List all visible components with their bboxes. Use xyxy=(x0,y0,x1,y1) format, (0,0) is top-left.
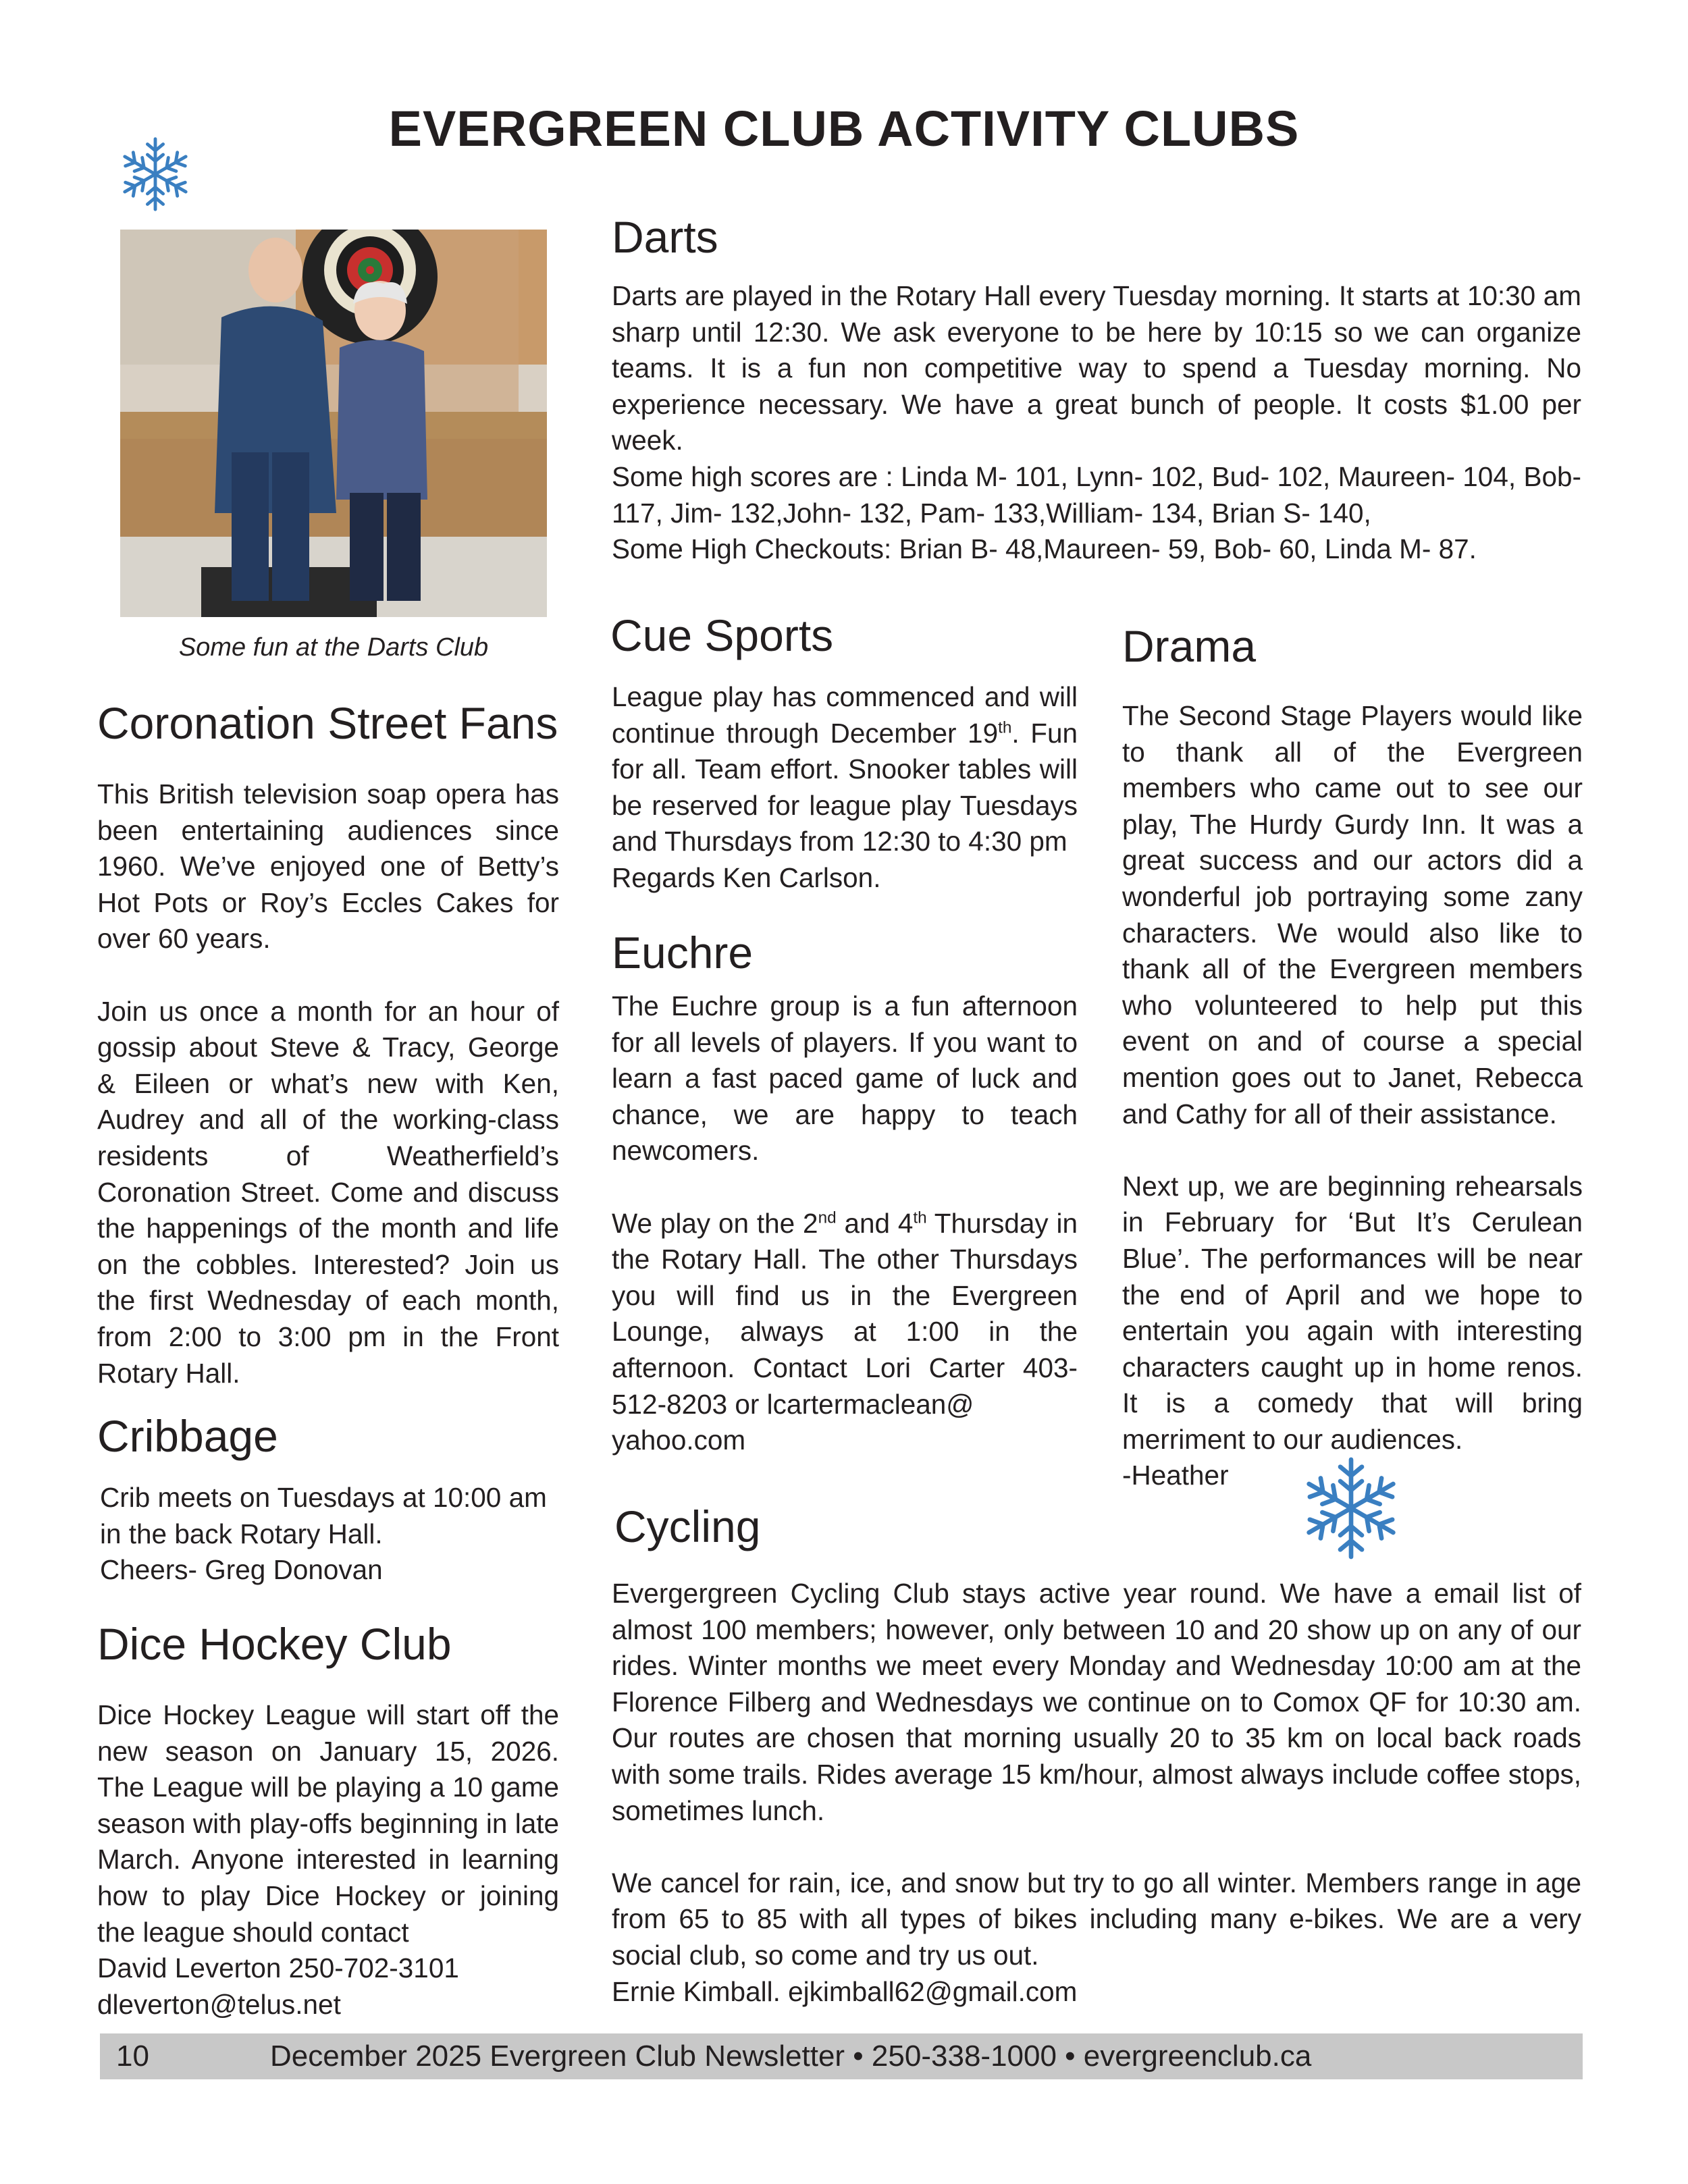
dice-hockey-text xyxy=(97,1697,559,2023)
cue-sports-heading: Cue Sports xyxy=(610,610,834,660)
cycling-heading: Cycling xyxy=(614,1501,761,1551)
euchre-paragraph-1: The Euchre group is a fun afternoon for all levels of players. If you want to learn a fast paced game of luck and chance, we are happy to teach newcomers. xyxy=(612,990,1078,1167)
photo-caption: Some fun at the Darts Club xyxy=(178,633,489,662)
cribbage-heading: Cribbage xyxy=(97,1411,278,1461)
coronation-text xyxy=(97,776,559,1391)
darts-checkouts: Some High Checkouts: Brian B- 48,Maureen- 59, Bob- 60, Linda M- 87. xyxy=(612,533,1477,565)
coronation-heading: Coronation Street Fans xyxy=(97,698,558,748)
dice-hockey-heading: Dice Hockey Club xyxy=(97,1619,452,1669)
darts-photo xyxy=(120,230,547,617)
drama-signature: -Heather xyxy=(1122,1460,1229,1491)
cycling-text xyxy=(612,1576,1581,2010)
cribbage-text xyxy=(100,1480,573,1589)
dice-hockey-email: dleverton@telus.net xyxy=(97,1988,341,2020)
drama-paragraph-2: Next up, we are beginning rehearsals in February for ‘But It’s Cerulean Blue’. The performances will be near the end of April and we hope to entertain you again with interesting characters caught up in home renos. It is a comedy that will bring merriment to our audiences. xyxy=(1122,1170,1583,1455)
dice-hockey-contact: David Leverton 250-702-3101 xyxy=(97,1952,459,1984)
cribbage-signature: Cheers- Greg Donovan xyxy=(100,1554,383,1586)
euchre-paragraph-2: We play on the 2nd and 4th Thursday in the Rotary Hall. The other Thursdays you will find us in the Evergreen Lounge, always at 1:00 in the afternoon. Contact Lori Carter 403-512-8203 or lcartermaclean@ xyxy=(612,1207,1078,1420)
dice-hockey-paragraph: Dice Hockey League will start off the new season on January 15, 2026. The League will be playing a 10 game season with play-offs beginning in late March. Anyone interested in learning how to play Dice Hockey or joining the league should contact xyxy=(97,1699,559,1948)
drama-paragraph-1: The Second Stage Players would like to thank all of the Evergreen members who came out to see our play, The Hurdy Gurdy Inn. It was a great success and our actors did a wonderful job portraying some zany characters. We would also like to thank all of the Evergreen members who volunteered to help put this event on and of course a special mention goes out to Janet, Rebecca and Cathy for all of their assistance. xyxy=(1122,700,1583,1129)
euchre-heading: Euchre xyxy=(612,928,754,978)
footer-bar xyxy=(100,2033,1583,2079)
cycling-paragraph-1: Evergergreen Cycling Club stays active year round. We have a email list of almost 100 members; however, only between 10 and 20 show up on any of our rides. Winter months we meet every Monday and Wednesday 10:00 am at the Florence Filberg and Wednesdays we continue on to Comox QF for 10:30 am. Our routes are chosen that morning usually 20 to 35 km on local back roads with some trails. Rides average 15 km/hour, almost always include coffee stops, sometimes lunch. xyxy=(612,1578,1581,1826)
cue-sports-signature: Regards Ken Carlson. xyxy=(612,861,881,893)
footer-info: December 2025 Evergreen Club Newsletter • 250-338-1000 • evergreenclub.ca xyxy=(270,2040,1312,2073)
drama-heading: Drama xyxy=(1122,621,1257,671)
coronation-paragraph-2: Join us once a month for an hour of gossip about Steve & Tracy, George & Eileen or what’s new with Ken, Audrey and all of the working-class residents of Weatherfield’s Coronation Street. Come and discuss the happenings of the month and life on the cobbles. Interested? Join us the first Wednesday of each month, from 2:00 to 3:00 pm in the Front Rotary Hall. xyxy=(97,995,559,1389)
page-title: EVERGREEN CLUB ACTIVITY CLUBS xyxy=(388,101,1300,157)
snowflake-icon xyxy=(1294,1454,1408,1562)
page-number: 10 xyxy=(116,2040,149,2073)
cycling-paragraph-2: We cancel for rain, ice, and snow but try to go all winter. Members range in age from 65 to 85 with all types of bikes including many e-bikes. We are a very social club, so come and try us out. xyxy=(612,1867,1581,1971)
cribbage-line: in the back Rotary Hall. xyxy=(100,1518,383,1549)
coronation-paragraph-1: This British television soap opera has been entertaining audiences since 1960. We’ve enjoyed one of Betty’s Hot Pots or Roy’s Eccles Cakes for over 60 years. xyxy=(97,778,559,955)
darts-heading: Darts xyxy=(612,212,718,262)
drama-text xyxy=(1122,698,1583,1494)
euchre-text xyxy=(612,988,1078,1459)
euchre-email-cont: yahoo.com xyxy=(612,1424,746,1456)
cue-sports-paragraph: League play has commenced and will continue through December 19th. Fun for all. Team effort. Snooker tables will be reserved for league play Tuesdays and Thursdays from 12:30 to 4:30 pm xyxy=(612,681,1078,857)
cycling-signature: Ernie Kimball. ejkimball62@gmail.com xyxy=(612,1975,1078,2007)
snowflake-icon xyxy=(116,132,194,216)
darts-paragraph: Darts are played in the Rotary Hall every Tuesday morning. It starts at 10:30 am sharp until 12:30. We ask everyone to be here by 10:15 so we can organize teams. It is a fun non competitive way to spend a Tuesday morning. No experience necessary. We have a great bunch of people. It costs $1.00 per week. xyxy=(612,280,1581,456)
darts-high-scores: Some high scores are : Linda M- 101, Lynn- 102, Bud- 102, Maureen- 104, Bob-117, Jim- 132,John- 132, Pam- 133,William- 134, Brian S- 140, xyxy=(612,460,1581,529)
darts-text xyxy=(612,278,1581,568)
cue-sports-text xyxy=(612,679,1078,897)
cribbage-line: Crib meets on Tuesdays at 10:00 am xyxy=(100,1482,547,1513)
